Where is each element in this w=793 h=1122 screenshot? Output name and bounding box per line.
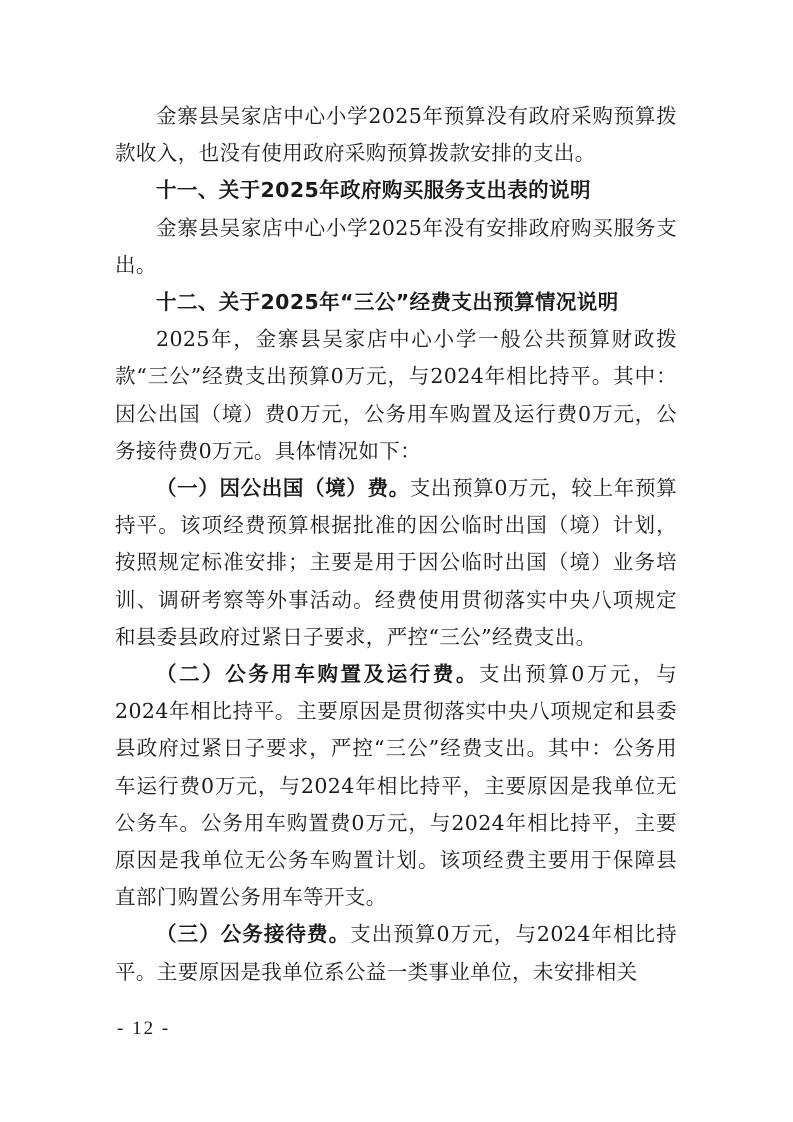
paragraph-procurement-note: 金寨县吴家店中心小学2025年预算没有政府采购预算拨款收入，也没有使用政府采购预算拨款安排的支出。 [115, 104, 677, 166]
page-number: - 12 - [117, 1018, 171, 1039]
item-text-official-reception: 支出预算0万元，与2024年相比持平。主要原因是我单位系公益一类事业单位，未安排相关 [115, 922, 677, 984]
document-body [115, 98, 677, 991]
item-text-official-vehicles: 支出预算0万元，与2024年相比持平。主要原因是贯彻落实中央八项规定和县委县政府过紧日子要求，严控“三公”经费支出。其中：公务用车运行费0万元，与2024年相比持平，主要原因是我单位无公务车。公务用车购置费0万元，与2024年相比持平，主要原因是我单位无公务车购置计划。该项经费主要用于保障县直部门购置公务用车等开支。 [115, 662, 677, 910]
item-lead-official-vehicles: （二）公务用车购置及运行费。 [156, 662, 479, 687]
paragraph-service-purchase-note: 金寨县吴家店中心小学2025年没有安排政府购买服务支出。 [115, 215, 677, 277]
paragraph-official-reception [115, 916, 677, 990]
paragraph-three-public-summary: 2025年，金寨县吴家店中心小学一般公共预算财政拨款“三公”经费支出预算0万元，与2024年相比持平。其中：因公出国（境）费0万元，公务用车购置及运行费0万元，公务接待费0万元。具体情况如下： [115, 327, 677, 463]
item-text-overseas-travel: 支出预算0万元，较上年预算持平。该项经费预算根据批准的因公临时出国（境）计划，按照规定标准安排；主要是用于因公临时出国（境）业务培训、调研考察等外事活动。经费使用贯彻落实中央八项规定和县委县政府过紧日子要求，严控“三公”经费支出。 [115, 476, 677, 649]
item-lead-overseas-travel: （一）因公出国（境）费。 [156, 476, 410, 501]
section-heading-11: 十一、关于2025年政府购买服务支出表的说明 [156, 178, 591, 203]
paragraph-official-vehicles [115, 656, 677, 916]
item-lead-official-reception: （三）公务接待费。 [156, 922, 351, 947]
paragraph-overseas-travel [115, 470, 677, 656]
section-heading-12: 十二、关于2025年“三公”经费支出预算情况说明 [156, 290, 619, 315]
